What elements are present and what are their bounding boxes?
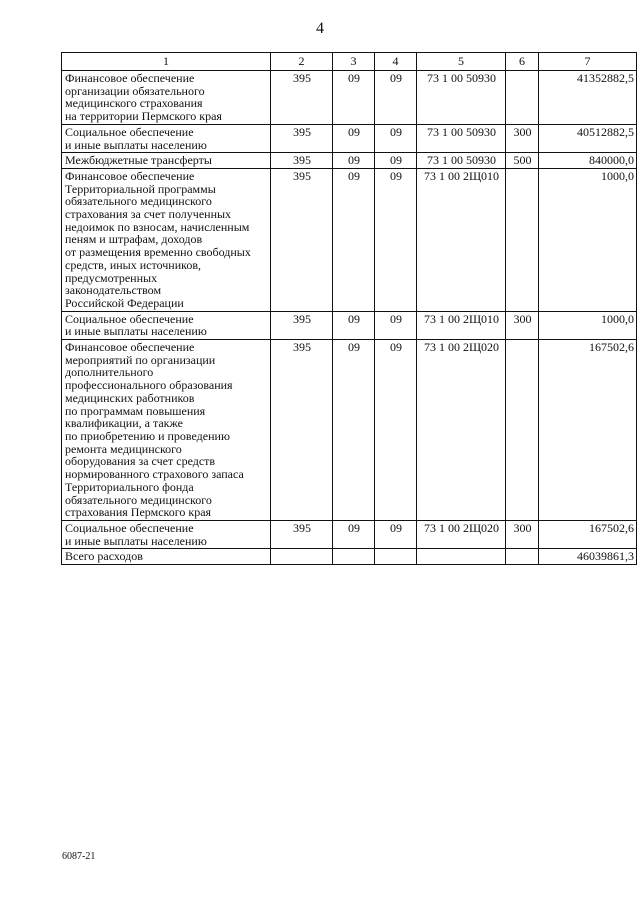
table-row [62,153,637,169]
table-row [62,168,637,311]
code-target-item-cell: 73 1 00 50930 [417,71,506,125]
code-subsection-cell [375,549,417,565]
code-subsection-cell: 09 [375,71,417,125]
row-description-cell: Финансовое обеспечение Территориальной программы обязательного медицинского страхования за счет полученных недоимок по взносам, начисленным пеням и штрафам, доходов от размещения временно свободных средств, иных источников, предусмотренных законодательством Российской Федерации [62,168,271,311]
code-section-cell: 09 [333,153,375,169]
amount-cell: 1000,0 [539,168,637,311]
code-target-item-cell: 73 1 00 50930 [417,153,506,169]
row-description-cell: Всего расходов [62,549,271,565]
amount-cell: 167502,6 [539,340,637,521]
table-row [62,549,637,565]
column-header-5: 5 [417,53,506,71]
code-expense-type-cell: 300 [506,311,539,339]
page-number: 4 [316,20,324,37]
column-header-4: 4 [375,53,417,71]
code-admin-cell: 395 [271,520,333,548]
code-target-item-cell: 73 1 00 2Щ020 [417,340,506,521]
code-section-cell: 09 [333,340,375,521]
row-description-cell: Финансовое обеспечение мероприятий по организации дополнительного профессионального образования медицинских работников по программам повышения квалификации, а также по приобретению и проведению ремонта медицинского оборудования за счет средств нормированного страхового запаса Территориального фонда обязательного медицинского страхования Пермского края [62,340,271,521]
code-admin-cell: 395 [271,153,333,169]
code-admin-cell: 395 [271,71,333,125]
expenditure-table [61,52,637,565]
code-target-item-cell [417,549,506,565]
row-description-cell: Социальное обеспечение и иные выплаты населению [62,124,271,152]
amount-cell: 46039861,3 [539,549,637,565]
code-section-cell: 09 [333,311,375,339]
row-description-cell: Социальное обеспечение и иные выплаты населению [62,520,271,548]
code-subsection-cell: 09 [375,124,417,152]
code-subsection-cell: 09 [375,153,417,169]
table-row [62,124,637,152]
code-admin-cell: 395 [271,340,333,521]
code-expense-type-cell [506,168,539,311]
code-admin-cell: 395 [271,124,333,152]
code-section-cell: 09 [333,71,375,125]
code-expense-type-cell: 500 [506,153,539,169]
code-section-cell [333,549,375,565]
code-expense-type-cell [506,71,539,125]
code-subsection-cell: 09 [375,168,417,311]
row-description-cell: Финансовое обеспечение организации обязательного медицинского страхования на территории Пермского края [62,71,271,125]
code-subsection-cell: 09 [375,311,417,339]
document-code: 6087-21 [62,851,96,862]
amount-cell: 1000,0 [539,311,637,339]
code-section-cell: 09 [333,168,375,311]
table-row [62,71,637,125]
code-expense-type-cell: 300 [506,520,539,548]
code-expense-type-cell: 300 [506,124,539,152]
code-subsection-cell: 09 [375,520,417,548]
code-admin-cell: 395 [271,168,333,311]
code-section-cell: 09 [333,520,375,548]
code-target-item-cell: 73 1 00 2Щ020 [417,520,506,548]
column-header-2: 2 [271,53,333,71]
amount-cell: 167502,6 [539,520,637,548]
table-row [62,340,637,521]
code-expense-type-cell [506,549,539,565]
code-section-cell: 09 [333,124,375,152]
column-header-1: 1 [62,53,271,71]
row-description-cell: Межбюджетные трансферты [62,153,271,169]
code-admin-cell: 395 [271,311,333,339]
code-target-item-cell: 73 1 00 2Щ010 [417,311,506,339]
amount-cell: 41352882,5 [539,71,637,125]
amount-cell: 40512882,5 [539,124,637,152]
code-admin-cell [271,549,333,565]
column-header-6: 6 [506,53,539,71]
code-target-item-cell: 73 1 00 2Щ010 [417,168,506,311]
column-header-7: 7 [539,53,637,71]
code-subsection-cell: 09 [375,340,417,521]
code-target-item-cell: 73 1 00 50930 [417,124,506,152]
column-header-3: 3 [333,53,375,71]
amount-cell: 840000,0 [539,153,637,169]
table-row [62,520,637,548]
row-description-cell: Социальное обеспечение и иные выплаты населению [62,311,271,339]
table-row [62,311,637,339]
code-expense-type-cell [506,340,539,521]
column-number-row [62,53,637,71]
